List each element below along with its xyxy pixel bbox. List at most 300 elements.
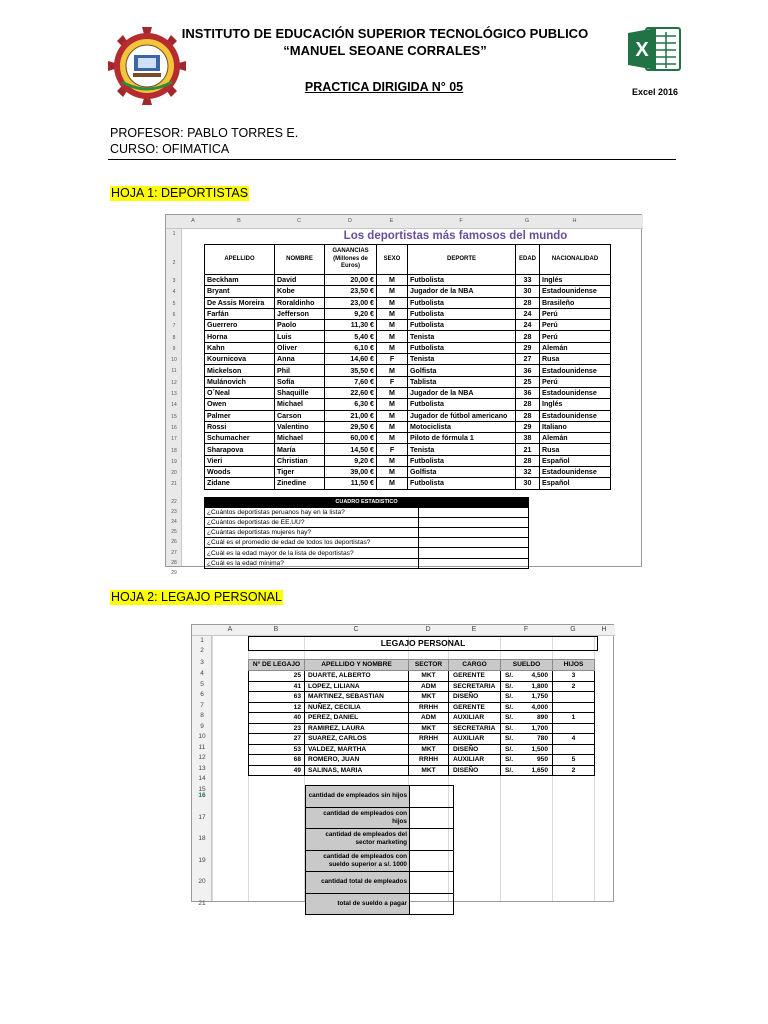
table-cell: GERENTE — [449, 671, 501, 682]
salary-cell — [501, 765, 553, 776]
table-cell: Jugador de la NBA — [408, 286, 516, 297]
column-letter: D — [425, 626, 431, 633]
table-cell: 9,20 € — [325, 308, 377, 319]
table-cell: M — [377, 342, 408, 353]
table-cell: Phil — [275, 365, 325, 376]
table-cell: 6,10 € — [325, 342, 377, 353]
table-cell: Alemán — [540, 433, 611, 444]
table-cell: VALDEZ, MARTHA — [305, 744, 409, 755]
course-line: CURSO: OFIMATICA — [110, 142, 230, 156]
column-header: CARGO — [449, 660, 501, 671]
row-number: 12 — [171, 379, 177, 386]
table-cell: Perú — [540, 331, 611, 342]
column-letter: B — [273, 626, 279, 633]
stats-row — [205, 518, 529, 528]
table-cell: Luis — [275, 331, 325, 342]
table-cell: 35,50 € — [325, 365, 377, 376]
table-row — [205, 444, 611, 455]
stats-row — [306, 829, 454, 851]
table-row — [205, 399, 611, 410]
table-cell: GERENTE — [449, 702, 501, 713]
column-header: GANANCIAS (Millones de Euros) — [325, 245, 377, 275]
column-letter: C — [353, 626, 359, 633]
table-cell: M — [377, 455, 408, 466]
table-cell: Golfista — [408, 365, 516, 376]
table-cell: M — [377, 387, 408, 398]
row-number: 14 — [198, 775, 206, 782]
table-cell: 28 — [516, 331, 540, 342]
stats-answer-cell[interactable] — [410, 893, 454, 915]
table-cell: 12 — [249, 702, 305, 713]
sheet2-title: LEGAJO PERSONAL — [248, 636, 598, 651]
excel-icon — [628, 26, 682, 72]
practice-title: PRACTICA DIRIGIDA N° 05 — [304, 80, 464, 94]
column-letter: H — [572, 218, 577, 224]
salary-amount: 1,650 — [531, 766, 548, 774]
row-number: 20 — [171, 470, 177, 477]
table-cell: Estadounidense — [540, 467, 611, 478]
table-cell: AUXILIAR — [449, 713, 501, 724]
salary-amount: 4,000 — [531, 703, 548, 711]
table-cell: 38 — [516, 433, 540, 444]
table-cell: Guerrero — [205, 320, 275, 331]
table-cell: Zidane — [205, 478, 275, 489]
row-number: 18 — [171, 447, 177, 454]
table-row — [205, 433, 611, 444]
table-cell: 1 — [553, 713, 595, 724]
table-cell: 7,60 € — [325, 376, 377, 387]
stats-question: ¿Cuántos deportistas de EE.UU? — [205, 518, 419, 528]
table-cell: 5 — [553, 755, 595, 766]
stats-answer-cell[interactable] — [419, 548, 529, 558]
stats-answer-cell[interactable] — [419, 558, 529, 568]
salary-cell — [501, 692, 553, 703]
salary-amount: 1,700 — [531, 724, 548, 732]
table-cell: M — [377, 308, 408, 319]
table-cell: MKT — [409, 744, 449, 755]
currency-symbol: S/. — [505, 682, 514, 690]
table-row — [249, 692, 595, 703]
table-cell: Estadounidense — [540, 387, 611, 398]
row-number: 28 — [171, 559, 177, 566]
table-row — [205, 286, 611, 297]
table-cell: Perú — [540, 376, 611, 387]
table-row — [205, 365, 611, 376]
table-cell: M — [377, 410, 408, 421]
table-cell: Jugador de fútbol americano — [408, 410, 516, 421]
table-cell: RRHH — [409, 755, 449, 766]
row-number: 27 — [171, 549, 177, 556]
column-header: SEXO — [377, 245, 408, 275]
salary-amount: 1,800 — [531, 682, 548, 690]
table-cell: Italiano — [540, 421, 611, 432]
table-cell: 40 — [249, 713, 305, 724]
row-number: 15 — [198, 785, 206, 793]
row-number: 29 — [171, 569, 177, 576]
stats-label: cantidad de empleados con sueldo superior a s/. 1000 — [306, 850, 410, 872]
row-number: 8 — [200, 712, 204, 719]
salary-amount: 1,750 — [531, 693, 548, 700]
table-row — [249, 671, 595, 682]
table-cell: M — [377, 433, 408, 444]
table-cell: RAMIREZ, LAURA — [305, 723, 409, 734]
row-number: 12 — [198, 754, 206, 761]
table-cell: 2 — [553, 681, 595, 692]
row-number: 2 — [200, 647, 204, 654]
table-cell: DISEÑO — [449, 744, 501, 755]
table-cell: M — [377, 421, 408, 432]
table-row — [205, 421, 611, 432]
row-number: 1 — [172, 231, 176, 237]
table-cell: 25 — [516, 376, 540, 387]
salary-cell — [501, 702, 553, 713]
table-cell: Rusa — [540, 444, 611, 455]
stats-question: ¿Cuál es la edad mayor de la lista de deportistas? — [205, 548, 419, 558]
currency-symbol: S/. — [505, 745, 514, 753]
sheet2-stats-table — [305, 785, 454, 915]
table-cell: Zinedine — [275, 478, 325, 489]
table-cell: 28 — [516, 399, 540, 410]
row-number: 15 — [171, 413, 177, 420]
table-cell: 29 — [516, 421, 540, 432]
column-letter: E — [389, 218, 394, 224]
table-cell: MKT — [409, 723, 449, 734]
sheet2-screenshot — [191, 624, 614, 907]
table-cell: Alemán — [540, 342, 611, 353]
table-cell: NUÑEZ, CECILIA — [305, 702, 409, 713]
table-row — [249, 702, 595, 713]
row-number: 13 — [198, 764, 206, 772]
row-number: 16 — [171, 424, 177, 431]
table-cell: Futbolista — [408, 455, 516, 466]
salary-amount: 1,500 — [531, 745, 548, 753]
table-cell: Futbolista — [408, 478, 516, 489]
row-number: 17 — [171, 436, 177, 443]
table-cell: M — [377, 275, 408, 286]
column-letter: A — [191, 218, 195, 224]
table-cell: MKT — [409, 765, 449, 776]
table-cell: Tenista — [408, 331, 516, 342]
row-number: 11 — [171, 368, 177, 375]
table-cell: Farfán — [205, 308, 275, 319]
sheet2-row-header — [192, 636, 212, 907]
table-cell: Estadounidense — [540, 365, 611, 376]
table-cell: Tiger — [275, 467, 325, 478]
excel-icon-letter: X — [635, 39, 649, 61]
table-cell: Futbolista — [408, 275, 516, 286]
table-cell: 11,30 € — [325, 320, 377, 331]
stats-answer-cell[interactable] — [419, 508, 529, 518]
table-cell: Kobe — [275, 286, 325, 297]
table-cell — [553, 702, 595, 713]
row-number: 16 — [198, 792, 206, 799]
table-cell: Piloto de fórmula 1 — [408, 433, 516, 444]
table-cell: RRHH — [409, 702, 449, 713]
gridline — [212, 636, 213, 901]
table-cell: 28 — [516, 297, 540, 308]
table-cell: Brasileño — [540, 297, 611, 308]
table-row — [249, 734, 595, 745]
table-cell: Horna — [205, 331, 275, 342]
row-number: 21 — [198, 899, 206, 907]
table-cell: 28 — [516, 410, 540, 421]
table-cell: SECRETARIA — [449, 681, 501, 692]
currency-symbol: S/. — [505, 735, 514, 742]
column-letter: F — [523, 626, 529, 633]
table-cell: 30 — [516, 286, 540, 297]
table-cell: LOPEZ, LILIANA — [305, 681, 409, 692]
personnel-table-header — [249, 660, 595, 671]
row-number: 20 — [198, 878, 206, 885]
table-cell: Owen — [205, 399, 275, 410]
stats-row — [306, 893, 454, 915]
table-cell — [553, 744, 595, 755]
salary-cell — [501, 671, 553, 682]
table-cell: Palmer — [205, 410, 275, 421]
table-cell: 25 — [249, 671, 305, 682]
institution-name: INSTITUTO DE EDUCACIÓN SUPERIOR TECNOLÓGICO PUBLICO — [181, 26, 589, 41]
table-cell: 63 — [249, 692, 305, 703]
row-number: 26 — [171, 539, 177, 546]
row-number: 19 — [198, 856, 206, 864]
table-cell: Jugador de la NBA — [408, 387, 516, 398]
table-cell: Michael — [275, 433, 325, 444]
salary-cell — [501, 744, 553, 755]
salary-amount: 780 — [536, 735, 548, 742]
table-cell: AUXILIAR — [449, 755, 501, 766]
table-cell: Shaquille — [275, 387, 325, 398]
table-row — [205, 467, 611, 478]
row-number: 6 — [172, 311, 176, 318]
table-cell: 68 — [249, 755, 305, 766]
stats-row — [306, 850, 454, 872]
table-row — [205, 387, 611, 398]
row-number: 9 — [172, 345, 176, 352]
table-cell: María — [275, 444, 325, 455]
table-row — [205, 376, 611, 387]
stats-label: total de sueldo a pagar — [306, 893, 410, 915]
table-cell: 53 — [249, 744, 305, 755]
row-number: 4 — [200, 670, 204, 677]
table-cell: MARTINEZ, SEBASTIAN — [305, 692, 409, 703]
table-cell: Estadounidense — [540, 286, 611, 297]
row-number: 21 — [171, 481, 177, 488]
stats-answer-cell[interactable] — [419, 538, 529, 548]
stats-label: cantidad de empleados con hijos — [306, 807, 410, 829]
excel-version-label: Excel 2016 — [631, 87, 679, 97]
table-cell: Estadounidense — [540, 410, 611, 421]
table-cell: 14,60 € — [325, 354, 377, 365]
table-cell: Carson — [275, 410, 325, 421]
table-cell: Futbolista — [408, 320, 516, 331]
table-cell: Futbolista — [408, 308, 516, 319]
table-cell: SALINAS, MARIA — [305, 765, 409, 776]
stats-row — [306, 872, 454, 894]
table-cell: 60,00 € — [325, 433, 377, 444]
table-cell: DISEÑO — [449, 692, 501, 703]
row-number: 11 — [198, 743, 206, 751]
table-cell: Inglés — [540, 275, 611, 286]
table-cell: RRHH — [409, 734, 449, 745]
table-row — [205, 455, 611, 466]
column-letter: G — [524, 218, 530, 224]
table-cell — [553, 692, 595, 703]
table-cell: 27 — [516, 354, 540, 365]
currency-symbol: S/. — [505, 756, 514, 763]
table-cell: Vieri — [205, 455, 275, 466]
stats-answer-cell[interactable] — [410, 786, 454, 808]
table-cell: Paolo — [275, 320, 325, 331]
table-cell: MKT — [409, 671, 449, 682]
table-cell: Michael — [275, 399, 325, 410]
stats-row — [205, 508, 529, 518]
sheet1-stats-title: CUADRO ESTADISTICO — [205, 498, 529, 508]
column-header: SECTOR — [409, 660, 449, 671]
table-cell: 21,00 € — [325, 410, 377, 421]
table-cell — [553, 723, 595, 734]
stats-label: cantidad total de empleados — [306, 872, 410, 894]
table-cell: M — [377, 478, 408, 489]
column-letter: B — [237, 218, 241, 224]
column-letter: F — [459, 218, 463, 224]
table-cell: Bryant — [205, 286, 275, 297]
stats-label: cantidad de empleados sin hijos — [306, 786, 410, 808]
table-cell: Tablista — [408, 376, 516, 387]
salary-cell — [501, 713, 553, 724]
table-cell: Perú — [540, 320, 611, 331]
stats-answer-cell[interactable] — [419, 518, 529, 528]
table-cell: 24 — [516, 320, 540, 331]
sheet2-column-header — [192, 625, 615, 636]
column-header: APELLIDO Y NOMBRE — [305, 660, 409, 671]
table-cell: Futbolista — [408, 297, 516, 308]
table-cell: PEREZ, DANIEL — [305, 713, 409, 724]
table-cell: 22,60 € — [325, 387, 377, 398]
table-cell: Español — [540, 455, 611, 466]
table-row — [249, 744, 595, 755]
table-cell: 23 — [249, 723, 305, 734]
personnel-table — [248, 659, 595, 776]
table-row — [205, 410, 611, 421]
table-cell: 28 — [516, 455, 540, 466]
table-cell: Kahn — [205, 342, 275, 353]
column-letter: G — [570, 626, 576, 633]
salary-cell — [501, 734, 553, 745]
table-cell: Futbolista — [408, 342, 516, 353]
table-cell: 21 — [516, 444, 540, 455]
table-cell: Rusa — [540, 354, 611, 365]
table-row — [249, 765, 595, 776]
table-cell: 30 — [516, 478, 540, 489]
stats-answer-cell[interactable] — [419, 528, 529, 538]
table-row — [205, 478, 611, 489]
row-number: 1 — [200, 637, 204, 644]
stats-answer-cell[interactable] — [410, 807, 454, 829]
table-cell: F — [377, 376, 408, 387]
table-cell: 49 — [249, 765, 305, 776]
sheet1-screenshot — [165, 214, 642, 576]
stats-answer-cell[interactable] — [410, 829, 454, 851]
table-cell: 14,50 € — [325, 444, 377, 455]
stats-answer-cell[interactable] — [410, 850, 454, 872]
column-letter: E — [471, 626, 477, 633]
table-cell: 11,50 € — [325, 478, 377, 489]
table-cell: 33 — [516, 275, 540, 286]
sheet1-title: Los deportistas más famosos del mundo — [343, 230, 568, 242]
salary-cell — [501, 681, 553, 692]
table-row — [249, 755, 595, 766]
table-cell: 23,50 € — [325, 286, 377, 297]
professor-line: PROFESOR: PABLO TORRES E. — [110, 126, 299, 140]
table-row — [249, 723, 595, 734]
row-number: 3 — [200, 659, 204, 666]
row-number: 23 — [171, 509, 177, 516]
table-cell: De Assis Moreira — [205, 297, 275, 308]
table-cell: DISEÑO — [449, 765, 501, 776]
table-cell: ADM — [409, 713, 449, 724]
column-letter: A — [227, 626, 233, 633]
row-number: 17 — [198, 813, 206, 821]
table-cell: M — [377, 365, 408, 376]
table-cell: Golfista — [408, 467, 516, 478]
column-header: HIJOS — [553, 660, 595, 671]
table-cell: Rossi — [205, 421, 275, 432]
currency-symbol: S/. — [505, 714, 514, 721]
table-cell: Schumacher — [205, 433, 275, 444]
table-cell: Futbolista — [408, 399, 516, 410]
table-row — [205, 342, 611, 353]
table-cell: F — [377, 444, 408, 455]
table-cell: Kournicova — [205, 354, 275, 365]
table-cell: Tenista — [408, 444, 516, 455]
table-row — [205, 308, 611, 319]
currency-symbol: S/. — [505, 703, 514, 711]
row-number: 6 — [200, 691, 204, 698]
table-cell: 27 — [249, 734, 305, 745]
table-cell: SECRETARIA — [449, 723, 501, 734]
row-number: 19 — [171, 458, 177, 465]
table-cell: Jefferson — [275, 308, 325, 319]
stats-row — [306, 786, 454, 808]
table-cell: 9,20 € — [325, 455, 377, 466]
table-cell: 36 — [516, 387, 540, 398]
table-cell: 3 — [553, 671, 595, 682]
column-letter: D — [348, 218, 352, 224]
row-number: 22 — [171, 499, 177, 505]
table-cell: Mulánovich — [205, 376, 275, 387]
column-header: NACIONALIDAD — [540, 245, 611, 275]
table-cell: F — [377, 354, 408, 365]
table-cell: Español — [540, 478, 611, 489]
table-cell: Perú — [540, 308, 611, 319]
column-header: APELLIDO — [205, 245, 275, 275]
table-cell: ROMERO, JUAN — [305, 755, 409, 766]
salary-cell — [501, 723, 553, 734]
table-cell: Christian — [275, 455, 325, 466]
row-number: 10 — [171, 357, 177, 364]
table-cell: Sofía — [275, 376, 325, 387]
column-letter: H — [601, 626, 607, 633]
stats-question: ¿Cuál es la edad mínima? — [205, 558, 419, 568]
column-letter: C — [297, 218, 301, 224]
stats-question: ¿Cuántas deportistas mujeres hay? — [205, 528, 419, 538]
sheet2-heading: HOJA 2: LEGAJO PERSONAL — [111, 590, 282, 604]
table-cell: 4 — [553, 734, 595, 745]
stats-question: ¿Cuál es el promedio de edad de todos los deportistas? — [205, 538, 419, 548]
table-cell: 32 — [516, 467, 540, 478]
table-cell: AUXILIAR — [449, 734, 501, 745]
stats-answer-cell[interactable] — [410, 872, 454, 894]
